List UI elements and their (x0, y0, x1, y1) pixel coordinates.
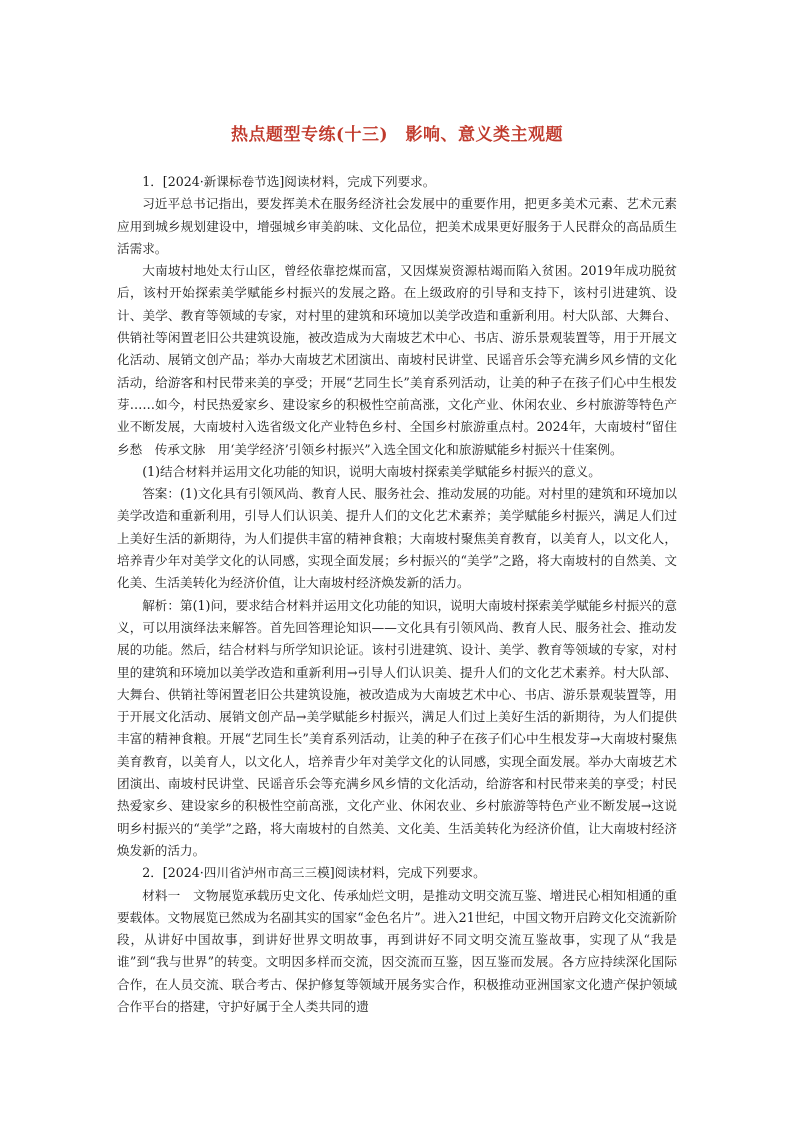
question-1-analysis: 解析：第(1)问，要求结合材料并运用文化功能的知识，说明大南坡村探索美学赋能乡村振兴的意义，可以用演绎法来解答。首先回答理论知识——文化具有引领风尚、教育人民、服务社会、推动发展的功能。然后，结合材料与所学知识论证。该村引进建筑、设计、美学、教育等领域的专家，对村里的建筑和环境加以美学改造和重新利用→引导人们认识美、提升人们的文化艺术素养。村大队部、大舞台、供销社等闲置老旧公共建筑设施，被改造成为大南坡艺术中心、书店、游乐景观装置等，用于开展文化活动、展销文创产品→美学赋能乡村振兴，满足人们过上美好生活的新期待，为人们提供丰富的精神食粮。开展“艺同生长”美育系列活动，让美的种子在孩子们心中生根发芽→大南坡村聚焦美育教育，以美育人，以文化人，培养青少年对美学文化的认同感，实现全面发展。举办大南坡艺术团演出、南坡村民讲堂、民谣音乐会等充满乡风乡情的文化活动，给游客和村民带来美的享受；村民热爱家乡、建设家乡的积极性空前高涨，文化产业、休闲农业、乡村旅游等特色产业不断发展→这说明乡村振兴的“美学”之路，将大南坡村的自然美、文化美、生活美转化为经济价值，让大南坡村经济焕发新的活力。 (117, 597, 677, 858)
question-1-header: 1．[2024·新课标卷节选]阅读材料，完成下列要求。 (142, 174, 436, 189)
page-title: 热点题型专练(十三) 影响、意义类主观题 (230, 125, 564, 145)
question-1-material-paragraph-1: 习近平总书记指出，要发挥美术在服务经济社会发展中的重要作用，把更多美术元素、艺术元素应用到城乡规划建设中，增强城乡审美韵味、文化品位，把美术成果更好服务于人民群众的高品质生活需求。 (117, 196, 677, 256)
question-2-material-1: 材料一 文物展览承载历史文化、传承灿烂文明，是推动文明交流互鉴、增进民心相知相通的重要载体。文物展览已然成为名副其实的国家“金色名片”。进入21世纪，中国文物开启跨文化交流新阶段，从讲好中国故事，到讲好世界文明故事，再到讲好不同文明交流互鉴故事，实现了从“我是谁”到“我与世界”的转变。文明因多样而交流，因交流而互鉴，因互鉴而发展。各方应持续深化国际合作，在人员交流、联合考古、保护修复等领域开展务实合作，积极推动亚洲国家文化遗产保护领域合作平台的搭建，守护好属于全人类共同的遗 (117, 887, 677, 1014)
question-2-header: 2．[2024·四川省泸州市高三三模]阅读材料，完成下列要求。 (142, 865, 486, 881)
question-1-subquestion: (1)结合材料并运用文化功能的知识，说明大南坡村探索美学赋能乡村振兴的意义。 (142, 463, 601, 479)
question-1-material-paragraph-2: 大南坡村地处太行山区，曾经依靠挖煤而富，又因煤炭资源枯竭而陷入贫困。2019年成功脱贫后，该村开始探索美学赋能乡村振兴的发展之路。在上级政府的引导和支持下，该村引进建筑、设计、美学、教育等领域的专家，对村里的建筑和环境加以美学改造和重新利用。村大队部、大舞台、供销社等闲置老旧公共建筑设施，被改造成为大南坡艺术中心、书店、游乐景观装置等，用于开展文化活动、展销文创产品；举办大南坡艺术团演出、南坡村民讲堂、民谣音乐会等充满乡风乡情的文化活动，给游客和村民带来美的享受；开展“艺同生长”美育系列活动，让美的种子在孩子们心中生根发芽……如今，村民热爱家乡、建设家乡的积极性空前高涨，文化产业、休闲农业、乡村旅游等特色产业不断发展，大南坡村入选省级文化产业特色乡村、全国乡村旅游重点村。2024年，大南坡村“留住乡愁 传承文脉 用‘美学经济’引领乡村振兴”入选全国文化和旅游赋能乡村振兴十佳案例。 (117, 263, 677, 457)
document-page (117, 120, 677, 1018)
question-1-answer: 答案：(1)文化具有引领风尚、教育人民、服务社会、推动发展的功能。对村里的建筑和环境加以美学改造和重新利用，引导人们认识美、提升人们的文化艺术素养；美学赋能乡村振兴，满足人们过上美好生活的新期待，为人们提供丰富的精神食粮；大南坡村聚焦美育教育，以美育人，以文化人，培养青少年对美学文化的认同感，实现全面发展；乡村振兴的“美学”之路，将大南坡村的自然美、文化美、生活美转化为经济价值，让大南坡村经济焕发新的活力。 (117, 486, 677, 591)
